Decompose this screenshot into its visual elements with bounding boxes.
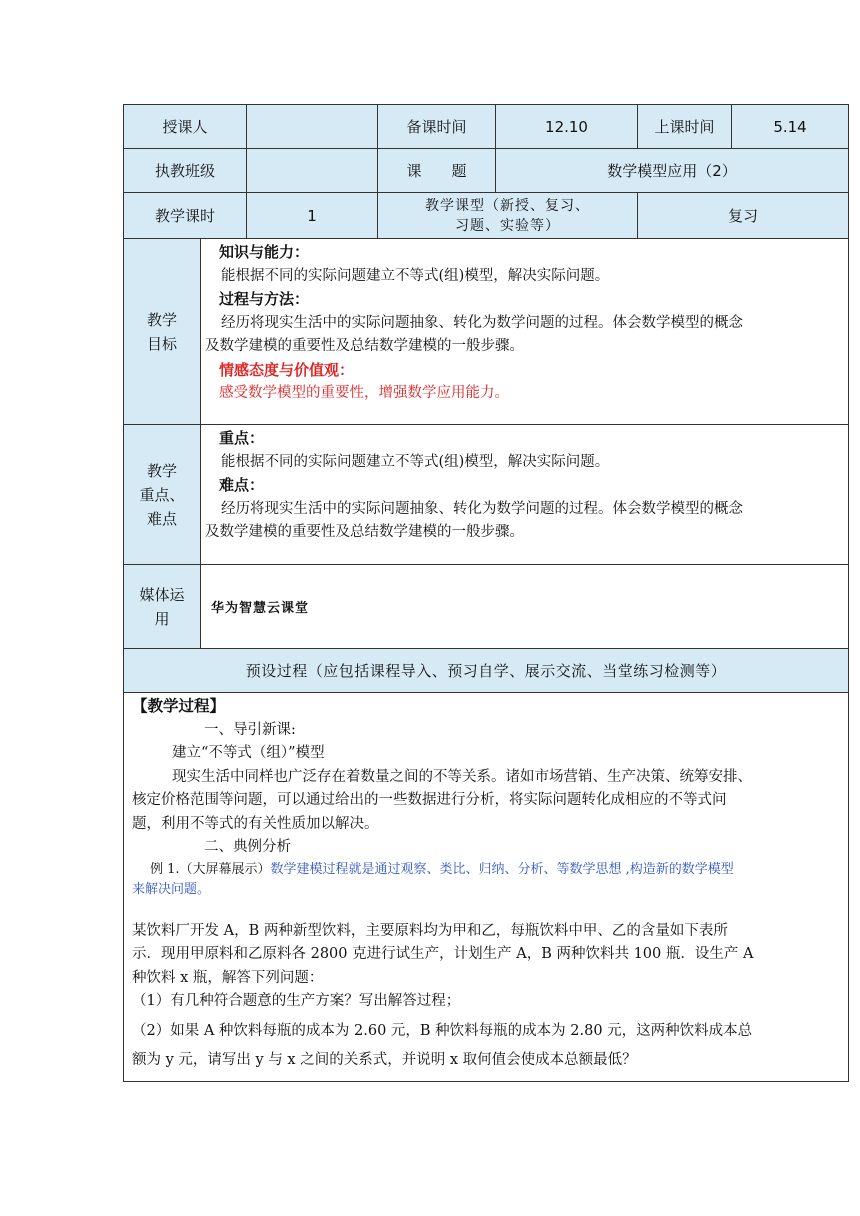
class-time-value: 5.14 (732, 105, 849, 149)
header-row-1 (124, 105, 849, 149)
process-title: 过程与方法： (219, 290, 310, 308)
goals-label-line1: 教学 (146, 310, 177, 329)
emotion-text: 感受数学模型的重要性，增强数学应用能力。 (219, 385, 509, 401)
lesson-plan-table (123, 104, 849, 1082)
process-header: 预设过程（应包括课程导入、预习自学、展示交流、当堂练习检测等） (124, 649, 849, 693)
example-line1 (132, 860, 844, 880)
emotion-title: 情感态度与价值观： (219, 360, 355, 379)
topic-label: 课 题 (378, 149, 496, 193)
media-row (124, 565, 849, 649)
hours-value: 1 (247, 193, 378, 239)
example-blue-line1: 数学建模过程就是通过观察、类比、归纳、分析、等数学思想 ,构造新的数学模型 (270, 861, 734, 877)
lesson-plan (123, 104, 848, 1082)
difficulty-text-line2: 及数学建模的重要性及总结数学建模的一般步骤。 (205, 524, 524, 540)
question-2-line1: （2）如果 A 种饮料每瓶的成本为 2.60 元，B 种饮料每瓶的成本为 2.80 元，这两种饮料成本总 (132, 1022, 753, 1039)
section-intro: 一、导引新课: (204, 721, 296, 738)
focus-label (124, 425, 201, 565)
header-row-2 (124, 149, 849, 193)
focus-label-line1: 教学 (146, 461, 177, 480)
para1-line2: 核定价格范围等问题，可以通过给出的一些数据进行分析，将实际问题转化成相应的不等式问 (132, 792, 727, 808)
goals-label (124, 239, 201, 425)
focus-content (201, 425, 849, 565)
header-row-3 (124, 193, 849, 239)
media-value: 华为智慧云课堂 (201, 565, 849, 649)
para1-line3: 题，利用不等式的有关性质加以解决。 (132, 815, 379, 832)
process-title: 【教学过程】 (132, 697, 226, 715)
lesson-type-value: 复习 (638, 193, 849, 239)
lesson-type-label-line1: 教学课型（新授、复习、 (425, 197, 591, 214)
lesson-type-label (378, 193, 638, 239)
class-time-label: 上课时间 (638, 105, 732, 149)
knowledge-text: 能根据不同的实际问题建立不等式(组)模型，解决实际问题。 (221, 267, 610, 284)
class-value (247, 149, 378, 193)
process-text-line1: 经历将现实生活中的实际问题抽象、转化为数学问题的过程。体会数学模型的概念 (221, 314, 743, 331)
media-label-line2: 用 (154, 609, 170, 628)
subtitle-model: 建立“不等式（组）”模型 (172, 745, 325, 761)
process-text-line2: 及数学建模的重要性及总结数学建模的一般步骤。 (205, 338, 524, 354)
media-label (124, 565, 201, 649)
teacher-value (247, 105, 378, 149)
goals-label-line2: 目标 (146, 334, 177, 353)
process-content (124, 693, 849, 1082)
problem-line2: 示．现用甲原料和乙原料各 2800 克进行试生产，计划生产 A，B 两种饮料共 100 瓶．设生产 A (132, 946, 754, 962)
process-header-row (124, 649, 849, 693)
para1-line1: 现实生活中同样也广泛存在着数量之间的不等关系。诸如市场营销、生产决策、统筹安排、 (172, 768, 752, 785)
question-1: （1）有几种符合题意的生产方案？写出解答过程； (132, 993, 461, 1009)
teacher-label: 授课人 (124, 105, 247, 149)
hours-label: 教学课时 (124, 193, 247, 239)
difficulty-title: 难点： (219, 476, 265, 494)
prep-time-value: 12.10 (496, 105, 638, 149)
media-label-line1: 媒体运 (139, 585, 185, 604)
process-row (124, 693, 849, 1082)
problem-line3: 种饮料 x 瓶，解答下列问题： (132, 969, 324, 986)
class-label: 执教班级 (124, 149, 247, 193)
example-prefix: 例 1.（大屏幕展示） (150, 861, 271, 877)
difficulty-text-line1: 经历将现实生活中的实际问题抽象、转化为数学问题的过程。体会数学模型的概念 (221, 500, 743, 517)
key-title: 重点： (219, 429, 265, 447)
question-2-line2: 额为 y 元，请写出 y 与 x 之间的关系式，并说明 x 取何值会使成本总额最低？ (132, 1052, 637, 1068)
prep-time-label: 备课时间 (378, 105, 496, 149)
problem-line1: 某饮料厂开发 A，B 两种新型饮料，主要原料均为甲和乙，每瓶饮料中甲、乙的含量如下表所 (132, 922, 728, 939)
goals-row (124, 239, 849, 425)
focus-row (124, 425, 849, 565)
focus-label-line2: 重点、 (139, 485, 185, 504)
topic-value: 数学模型应用（2） (496, 149, 849, 193)
example-blue-line2: 来解决问题。 (132, 881, 211, 897)
focus-label-line3: 难点 (146, 509, 177, 528)
section-examples: 二、典例分析 (204, 839, 291, 855)
key-text: 能根据不同的实际问题建立不等式(组)模型，解决实际问题。 (221, 453, 610, 470)
knowledge-title: 知识与能力： (219, 243, 310, 261)
lesson-type-label-line2: 习题、实验等） (455, 217, 561, 234)
goals-content (201, 239, 849, 425)
